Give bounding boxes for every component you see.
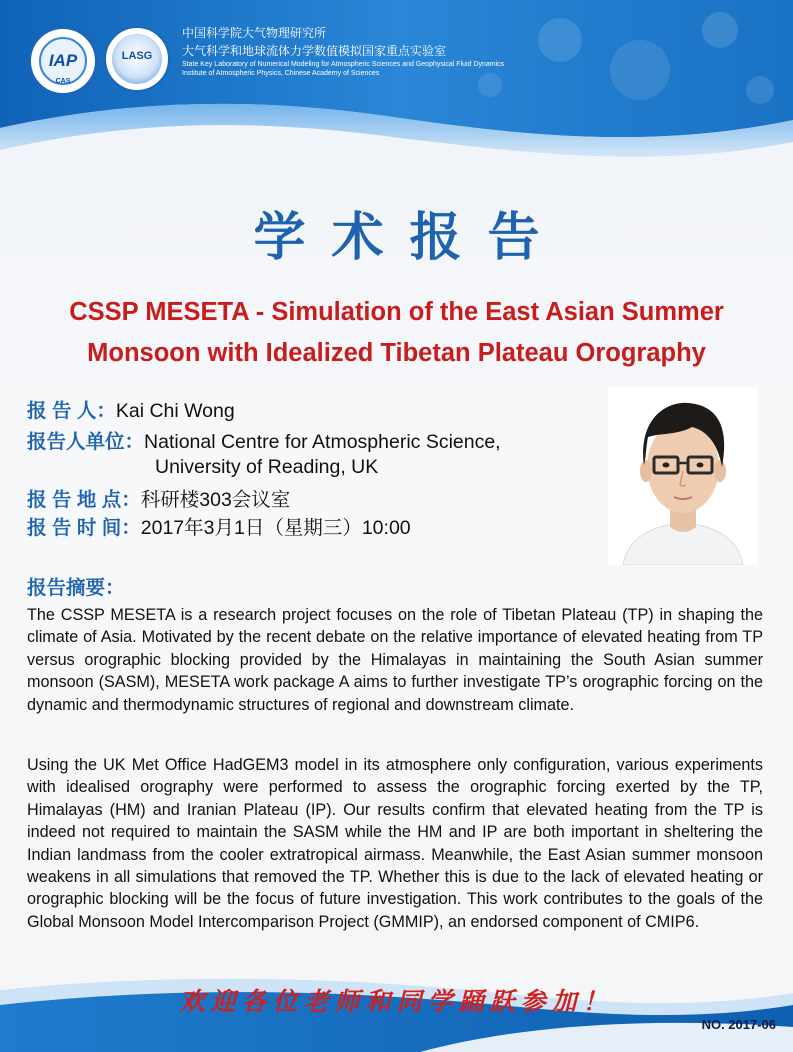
- institute-name-cn: 中国科学院大气物理研究所: [182, 26, 327, 40]
- institute-name-en: Institute of Atmospheric Physics, Chinese Academy of Sciences: [182, 70, 380, 77]
- lasg-logo: [104, 26, 170, 92]
- affiliation-row: [27, 426, 501, 454]
- time-label: 报 告 时 间：: [27, 517, 141, 539]
- location-value: 科研楼303会议室: [140, 489, 291, 511]
- location-label: 报 告 地 点：: [27, 489, 141, 511]
- affiliation-label: 报告人单位：: [27, 431, 145, 453]
- affiliation-line1: National Centre for Atmospheric Science,: [144, 431, 501, 453]
- lasg-logo-text: LASG: [121, 50, 153, 62]
- iap-logo: [28, 26, 98, 96]
- iap-logo-text: IAP: [48, 51, 78, 70]
- serial-number: NO. 2017-06: [701, 1017, 776, 1032]
- talk-title-line1: CSSP MESETA - Simulation of the East Asian Summer: [69, 298, 724, 326]
- speaker-name: Kai Chi Wong: [115, 400, 235, 422]
- time-row: [27, 512, 411, 540]
- speaker-row: [27, 395, 235, 423]
- lab-name-cn: 大气科学和地球流体力学数值模拟国家重点实验室: [182, 44, 447, 58]
- page-title-cn: 学术报告: [253, 207, 566, 268]
- lab-name-en: State Key Laboratory of Numerical Modeling for Atmospheric Sciences and Geophysical Fluid Dynamics: [182, 61, 505, 68]
- welcome-message: 欢迎各位老师和同学踊跃参加！: [179, 987, 614, 1016]
- banner-background: [0, 0, 793, 175]
- time-value: 2017年3月1日（星期三）10:00: [140, 517, 411, 539]
- location-row: [27, 484, 290, 512]
- abstract-paragraph-2: Using the UK Met Office HadGEM3 model in its atmosphere only configuration, various experiments with idealised orography were performed to assess the orographic forcing exerted by the TP, Himalayas (HM) and Iranian Plateau (IP). Our results confirm that elevated heating from the TP is indeed not required to maintain the SASM while the HM and IP are both important in sheltering the Indian landmass from the cooler extratropical airmass. Meanwhile, the East Asian summer monsoon weakens in all simulations that removed the TP. Whether this is due to the lack of elevated heating or orographic blocking will be the focus of future investigation. This work contributes to the goals of the Global Monsoon Model Intercomparison Project (GMMIP), an endorsed component of CMIP6.: [27, 756, 763, 931]
- speaker-photo: [608, 387, 758, 565]
- abstract-heading: 报告摘要：: [27, 577, 125, 599]
- abstract-paragraph-1: The CSSP MESETA is a research project focuses on the role of Tibetan Plateau (TP) in shaping the climate of Asia. Motivated by the recent debate on the relative importance of elevated heating from TP versus orographic blocking provided by the Himalayas in maintaining the South Asian summer monsoon (SASM), MESETA work package A aims to further investigate TP’s orographic forcing on the dynamic and thermodynamic structures of regional and downstream climate.: [27, 606, 763, 714]
- header-banner: [0, 0, 793, 175]
- affiliation-line2: University of Reading, UK: [155, 456, 379, 478]
- iap-logo-sub: CAS: [55, 78, 71, 85]
- talk-title: [10, 292, 783, 374]
- speaker-label: 报 告 人：: [27, 400, 116, 422]
- talk-title-line2: Monsoon with Idealized Tibetan Plateau Orography: [87, 339, 706, 367]
